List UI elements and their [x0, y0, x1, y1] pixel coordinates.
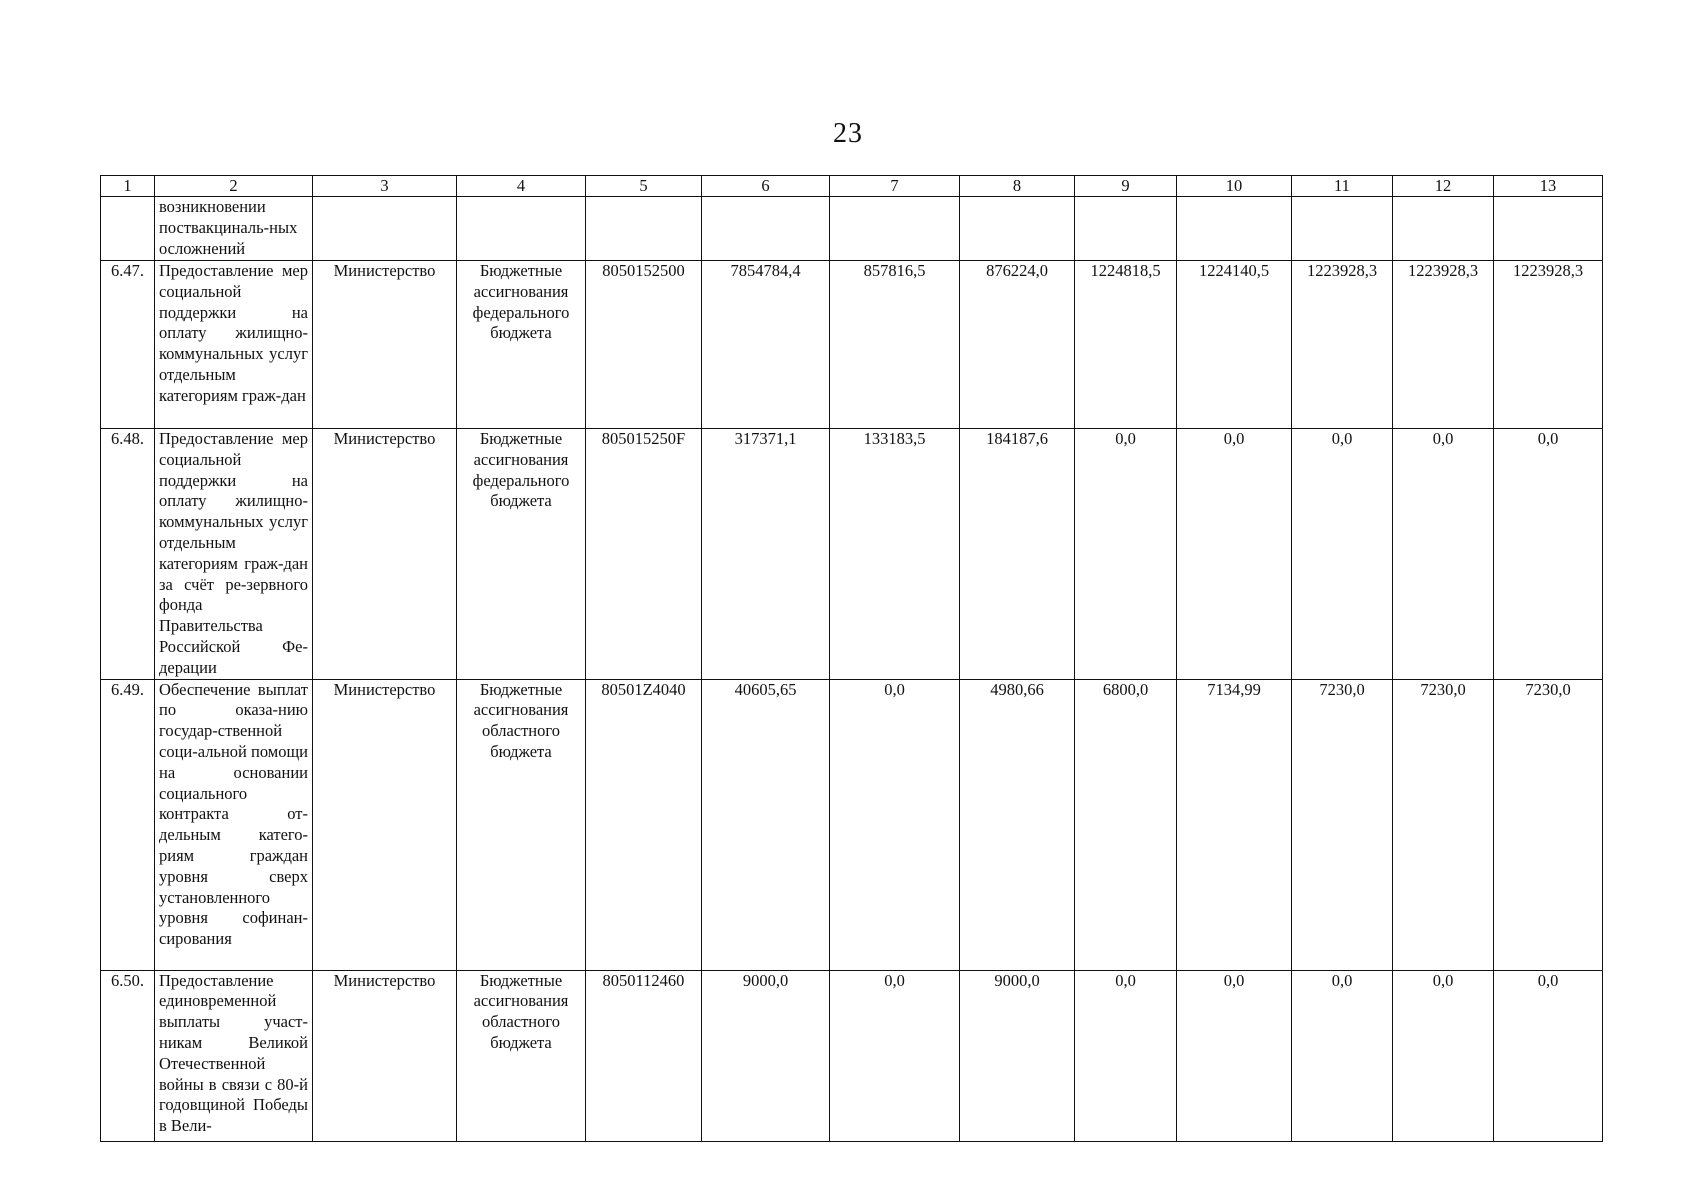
value-cell: 0,0 — [1494, 970, 1603, 1141]
table-row — [101, 261, 1603, 429]
value-cell: 7134,99 — [1177, 679, 1292, 970]
column-header: 11 — [1292, 176, 1393, 197]
value-cell: 0,0 — [830, 679, 960, 970]
column-header: 8 — [960, 176, 1075, 197]
measure-name: Обеспечение выплат по оказа-нию государ-ственной соци-альной помощи на основании социального контракта от-дельным катего-риям граждан уровня сверх установленного уровня софинан-сирования — [155, 679, 313, 970]
budget-code-cell: 8050112460 — [586, 970, 702, 1141]
column-header: 12 — [1393, 176, 1494, 197]
value-cell: 0,0 — [1393, 970, 1494, 1141]
value-cell: 0,0 — [1075, 970, 1177, 1141]
value-cell: 1224140,5 — [1177, 261, 1292, 429]
executor-cell: Министерство — [313, 429, 457, 680]
value-cell: 133183,5 — [830, 429, 960, 680]
value-cell: 0,0 — [830, 970, 960, 1141]
row-number — [101, 197, 155, 261]
table-row — [101, 429, 1603, 680]
executor-cell: Министерство — [313, 679, 457, 970]
table-cell — [1494, 197, 1603, 261]
column-header: 3 — [313, 176, 457, 197]
page-number: 23 — [833, 118, 863, 149]
executor-cell: Министерство — [313, 970, 457, 1141]
column-header: 7 — [830, 176, 960, 197]
column-header: 9 — [1075, 176, 1177, 197]
value-cell: 1223928,3 — [1494, 261, 1603, 429]
value-cell: 6800,0 — [1075, 679, 1177, 970]
row-number: 6.49. — [101, 679, 155, 970]
column-header: 13 — [1494, 176, 1603, 197]
value-cell: 7230,0 — [1292, 679, 1393, 970]
table-row-continuation — [101, 197, 1603, 261]
value-cell: 0,0 — [1393, 429, 1494, 680]
value-cell: 7230,0 — [1494, 679, 1603, 970]
column-number-row — [101, 176, 1603, 197]
funding-source-cell: Бюджетные ассигнования федерального бюджета — [457, 261, 586, 429]
table-cell — [457, 197, 586, 261]
funding-source-cell: Бюджетные ассигнования областного бюджета — [457, 679, 586, 970]
budget-table — [100, 175, 1603, 1142]
value-cell: 876224,0 — [960, 261, 1075, 429]
table-cell — [1075, 197, 1177, 261]
budget-code-cell: 805015250F — [586, 429, 702, 680]
column-header: 6 — [702, 176, 830, 197]
funding-source-cell: Бюджетные ассигнования федерального бюджета — [457, 429, 586, 680]
measure-name: Предоставление мер социальной поддержки на оплату жилищно-коммунальных услуг отдельным категориям граж-дан — [155, 261, 313, 429]
table-cell — [702, 197, 830, 261]
table-cell — [1177, 197, 1292, 261]
value-cell: 0,0 — [1075, 429, 1177, 680]
column-header: 1 — [101, 176, 155, 197]
value-cell: 317371,1 — [702, 429, 830, 680]
value-cell: 857816,5 — [830, 261, 960, 429]
value-cell: 0,0 — [1177, 970, 1292, 1141]
value-cell: 1224818,5 — [1075, 261, 1177, 429]
value-cell: 0,0 — [1292, 429, 1393, 680]
row-number: 6.50. — [101, 970, 155, 1141]
value-cell: 7854784,4 — [702, 261, 830, 429]
funding-source-cell: Бюджетные ассигнования областного бюджета — [457, 970, 586, 1141]
value-cell: 0,0 — [1177, 429, 1292, 680]
value-cell: 40605,65 — [702, 679, 830, 970]
column-header: 2 — [155, 176, 313, 197]
table-cell — [1292, 197, 1393, 261]
measure-name: возникновении поствакциналь-ных осложнений — [155, 197, 313, 261]
value-cell: 0,0 — [1292, 970, 1393, 1141]
measure-name: Предоставление единовременной выплаты участ-никам Великой Отечественной войны в связи с 80-й годовщиной Победы в Вели- — [155, 970, 313, 1141]
value-cell: 184187,6 — [960, 429, 1075, 680]
value-cell: 4980,66 — [960, 679, 1075, 970]
table-row — [101, 970, 1603, 1141]
table-cell — [830, 197, 960, 261]
table-cell — [960, 197, 1075, 261]
table-cell — [1393, 197, 1494, 261]
table-cell — [586, 197, 702, 261]
column-header: 5 — [586, 176, 702, 197]
value-cell: 9000,0 — [960, 970, 1075, 1141]
value-cell: 1223928,3 — [1292, 261, 1393, 429]
measure-name: Предоставление мер социальной поддержки на оплату жилищно-коммунальных услуг отдельным категориям граж-дан за счёт ре-зервного фонда Правительства Российской Фе-дерации — [155, 429, 313, 680]
table-cell — [313, 197, 457, 261]
value-cell: 9000,0 — [702, 970, 830, 1141]
table-row — [101, 679, 1603, 970]
budget-code-cell: 8050152500 — [586, 261, 702, 429]
budget-code-cell: 80501Z4040 — [586, 679, 702, 970]
executor-cell: Министерство — [313, 261, 457, 429]
value-cell: 7230,0 — [1393, 679, 1494, 970]
column-header: 4 — [457, 176, 586, 197]
value-cell: 0,0 — [1494, 429, 1603, 680]
row-number: 6.48. — [101, 429, 155, 680]
row-number: 6.47. — [101, 261, 155, 429]
value-cell: 1223928,3 — [1393, 261, 1494, 429]
column-header: 10 — [1177, 176, 1292, 197]
